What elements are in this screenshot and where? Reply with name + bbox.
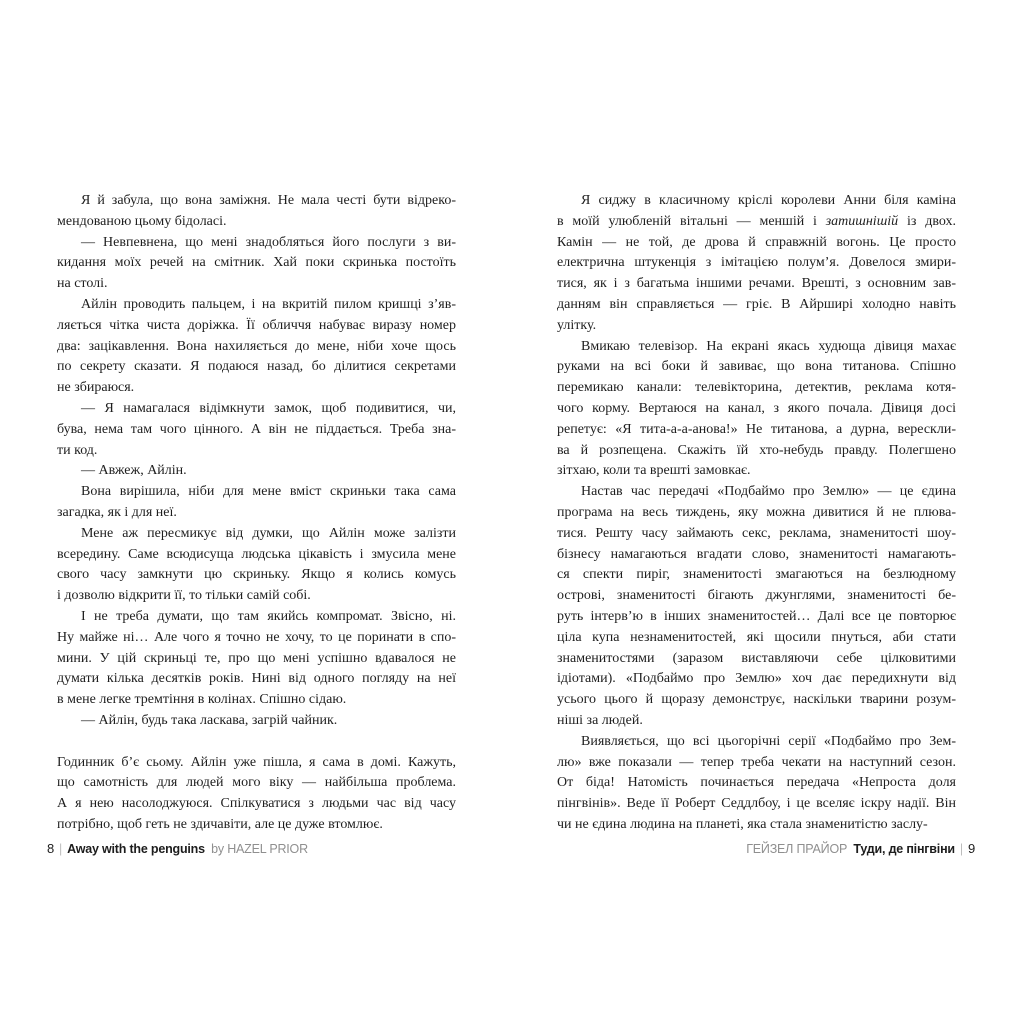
running-author-original: HAZEL PRIOR (227, 842, 308, 856)
paragraph (557, 482, 956, 732)
left-page-footer (47, 841, 308, 856)
paragraph (57, 461, 456, 482)
paragraph (57, 295, 456, 399)
paragraph (57, 399, 456, 461)
text-line: — Айлін, будь така ласкава, загрій чайник. (81, 712, 338, 728)
text-line: І не треба думати, що там якийсь компромат. Звісно, ні. (81, 608, 456, 624)
paragraph (57, 607, 456, 711)
text-line: ляється чітка чиста доріжка. Її обличчя набуває виразу номер (57, 317, 456, 333)
paragraph (57, 233, 456, 295)
text-line: — Невпевнена, що мені знадобляться його послуги з ви- (81, 234, 456, 250)
text-line: в мене легке тремтіння в колінах. Спішно сідаю. (57, 692, 347, 708)
text-line: Вмикаю телевізор. На екрані якась худюща дівиця махає (581, 338, 956, 354)
italic-text: затишнішій (825, 213, 899, 229)
text-line: Годинник б’є сьому. Айлін уже пішла, я сама в домі. Кажуть, (57, 754, 456, 770)
text-line: два: зацікавлення. Вона нахиляється до мене, ніби хоче щось (57, 338, 456, 354)
text-line: бізнесу намагаються вгадати слово, знаменитості намагають- (557, 546, 956, 562)
text-line: Настав час передачі «Подбаймо про Землю» — це єдина (581, 484, 956, 500)
text-line: що самотність для людей мого віку — найбільша проблема. (57, 775, 456, 791)
text-line: програма на весь тиждень, яку можна дивитися й не плюва- (557, 504, 956, 520)
text-line: руками на всі боки й завиває, що вона титанова. Спішно (557, 359, 956, 375)
text-line: ва й розпещена. Скажіть їй хто-небудь правду. Полегшено (557, 442, 956, 458)
text-line: чого корму. Вертаюся на канал, з якого почала. Дівиця досі (557, 400, 956, 416)
text-line: перемикаю канали: телевікторина, детектив, реклама котя- (557, 380, 956, 396)
text-line: не збираюся. (57, 380, 135, 396)
left-page-number: 8 (47, 841, 55, 856)
text-line: Камін — не той, де дрова й справжній вогонь. Це просто (557, 234, 956, 250)
text-line: острові, знаменитості бігають джунглями, знаменитості бе- (557, 588, 956, 604)
left-page-text (57, 191, 456, 836)
text-line: ніші за людей. (557, 712, 643, 728)
text-line: зітхаю, коли та врешті замовкає. (557, 463, 751, 479)
text-line: — Авжеж, Айлін. (81, 463, 187, 479)
text-line: всередину. Саме всюдисуща людська цікавість і змусила мене (57, 546, 456, 562)
paragraph (557, 337, 956, 483)
footer-separator: | (59, 842, 63, 856)
text-line: пінгвінів». Веде її Роберт Седдлбоу, і це вселяє іскру надії. Він (557, 796, 956, 812)
right-page-footer (746, 841, 975, 856)
paragraph (57, 191, 456, 233)
text-line: мендованою цьому бідоласі. (57, 213, 227, 229)
footer-separator: | (959, 842, 963, 856)
running-by-label: by (211, 842, 224, 856)
text-line: руть інтерв’ю в інших знаменитостей… Далі все це повторює (557, 608, 956, 624)
running-title-translated: Туди, де пінгвіни (853, 842, 955, 856)
paragraph (57, 711, 456, 732)
text-line: свого часу замкнути цю скриньку. Якщо я колись комусь (57, 567, 456, 583)
text-line: усього цього й щоразу демонструє, наскільки тварини розум- (557, 692, 956, 708)
paragraph (57, 524, 456, 607)
text-line: по секрету сказати. Я подаюся назад, бо ділитися секретами (57, 359, 456, 375)
text-line: чи не єдина людина на планеті, яка стала знаменитістю заслу- (557, 816, 928, 832)
text-line: А я нею насолоджуюся. Спілкуватися з людьми час від часу (57, 796, 456, 812)
text-line: в моїй улюбленій вітальні — меншій і затишнішій із двох. (557, 213, 956, 229)
text-line: загадка, як і для неї. (57, 504, 177, 520)
running-title-original: Away with the penguins (67, 842, 205, 856)
text-line: Айлін проводить пальцем, і на вкритій пилом кришці з’яв- (81, 296, 456, 312)
paragraph (57, 753, 456, 836)
text-line: ся спекти пиріг, знаменитості змагаються на безлюдному (557, 567, 956, 583)
text-line: данням він справляється — гріє. В Айрширі холодно навіть (557, 296, 956, 312)
text-line: репетує: «Я тита-а-а-анова!» Не титанова, а дурна, верескли- (557, 421, 956, 437)
text-line: Ну майже ні… Але чого я точно не хочу, то це поринати в спо- (57, 629, 456, 645)
right-page-number: 9 (967, 841, 975, 856)
right-page-text (557, 191, 956, 836)
text-line: ідіотами). «Подбаймо про Землю» хоч дає передихнути від (557, 671, 956, 687)
text-line: електрична штукенція з імітацією полум’я. Довелося змири- (557, 255, 956, 271)
text-line: Я сиджу в класичному кріслі королеви Анни біля каміна (581, 193, 956, 208)
text-line: і дозволю відкрити її, то тільки самій собі. (57, 588, 311, 604)
text-line: ціла купа незнаменитостей, які щосили пнуться, аби стати (557, 629, 956, 645)
text-line: улітку. (557, 317, 597, 333)
text-line: знаменитостями (заразом виставляючи себе цілковитими (557, 650, 956, 666)
text-line: ти код. (57, 442, 98, 458)
text-line: тися. Решту часу займають секс, реклама, знаменитості шоу- (557, 525, 956, 541)
text-line: на столі. (57, 276, 108, 292)
text-line: мини. У цій скриньці те, про що мені успішно вдавалося не (57, 650, 456, 666)
text-line: Я й забула, що вона заміжня. Не мала честі бути відреко- (81, 193, 456, 208)
paragraph (57, 482, 456, 524)
text-line: тися, як і з багатьма іншими речами. Врешті, з основним зав- (557, 276, 956, 292)
text-line: Вона вирішила, ніби для мене вміст скриньки така сама (81, 484, 456, 500)
text-line: От біда! Натомість починається передача «Непроста доля (557, 775, 956, 791)
text-line: бува, нема там чого цінного. А він не піддається. Треба зна- (57, 421, 456, 437)
text-line: кидання моїх речей на смітник. Хай поки скринька постоїть (57, 255, 456, 271)
running-author-translated: ГЕЙЗЕЛ ПРАЙОР (746, 842, 848, 856)
text-line: потрібно, щоб геть не здичавіти, але це дуже втомлює. (57, 816, 383, 832)
text-line: Мене аж пересмикує від думки, що Айлін може залізти (81, 525, 456, 541)
text-line: думати кілька десятків років. Нині від одного погляду на неї (57, 671, 456, 687)
text-line: лю» вже показали — тепер треба чекати на наступний сезон. (557, 754, 956, 770)
text-line: — Я намагалася відімкнути замок, щоб подивитися, чи, (81, 400, 456, 416)
paragraph (557, 732, 956, 836)
paragraph (557, 191, 956, 337)
text-line: Виявляється, що всі цьогорічні серії «Подбаймо про Зем- (581, 733, 956, 749)
